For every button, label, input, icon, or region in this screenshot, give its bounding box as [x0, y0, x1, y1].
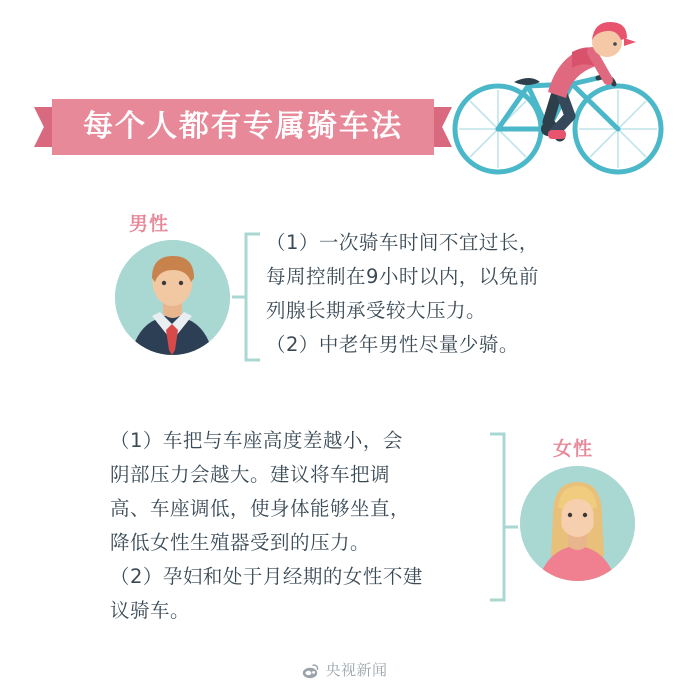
female-text-line-6: 议骑车。 — [110, 599, 191, 622]
female-text-line-1: （1）车把与车座高度差越小，会 — [110, 429, 403, 452]
weibo-icon — [302, 663, 319, 680]
male-bracket — [232, 232, 262, 362]
female-text-line-2: 阴部压力会越大。建议将车把调 — [110, 463, 391, 486]
female-section-label: 女性 — [553, 438, 594, 460]
cyclist-illustration — [452, 4, 680, 176]
male-avatar-icon — [115, 240, 230, 355]
footer — [0, 648, 690, 690]
female-bracket — [488, 432, 518, 602]
male-text-block — [266, 226, 612, 362]
male-text-line-2: 每周控制在9小时以内，以免前 — [266, 265, 539, 288]
female-text-line-5: （2）孕妇和处于月经期的女性不建 — [110, 565, 423, 588]
male-text-line-1: （1）一次骑车时间不宜过长， — [266, 231, 539, 254]
title-banner-body — [52, 99, 434, 155]
female-text-line-4: 降低女性生殖器受到的压力。 — [110, 531, 371, 554]
page-title: 每个人都有专属骑车法 — [83, 109, 403, 144]
male-text-line-3: 列腺长期承受较大压力。 — [266, 299, 487, 322]
male-text-line-4: （2）中老年男性尽量少骑。 — [266, 333, 519, 356]
female-text-line-3: 高、车座调低，使身体能够坐直， — [110, 497, 411, 520]
female-avatar-icon — [520, 466, 635, 581]
footer-source: 央视新闻 — [325, 660, 388, 679]
female-text-block — [110, 424, 470, 628]
title-banner — [34, 99, 452, 155]
male-section-label: 男性 — [129, 213, 170, 235]
